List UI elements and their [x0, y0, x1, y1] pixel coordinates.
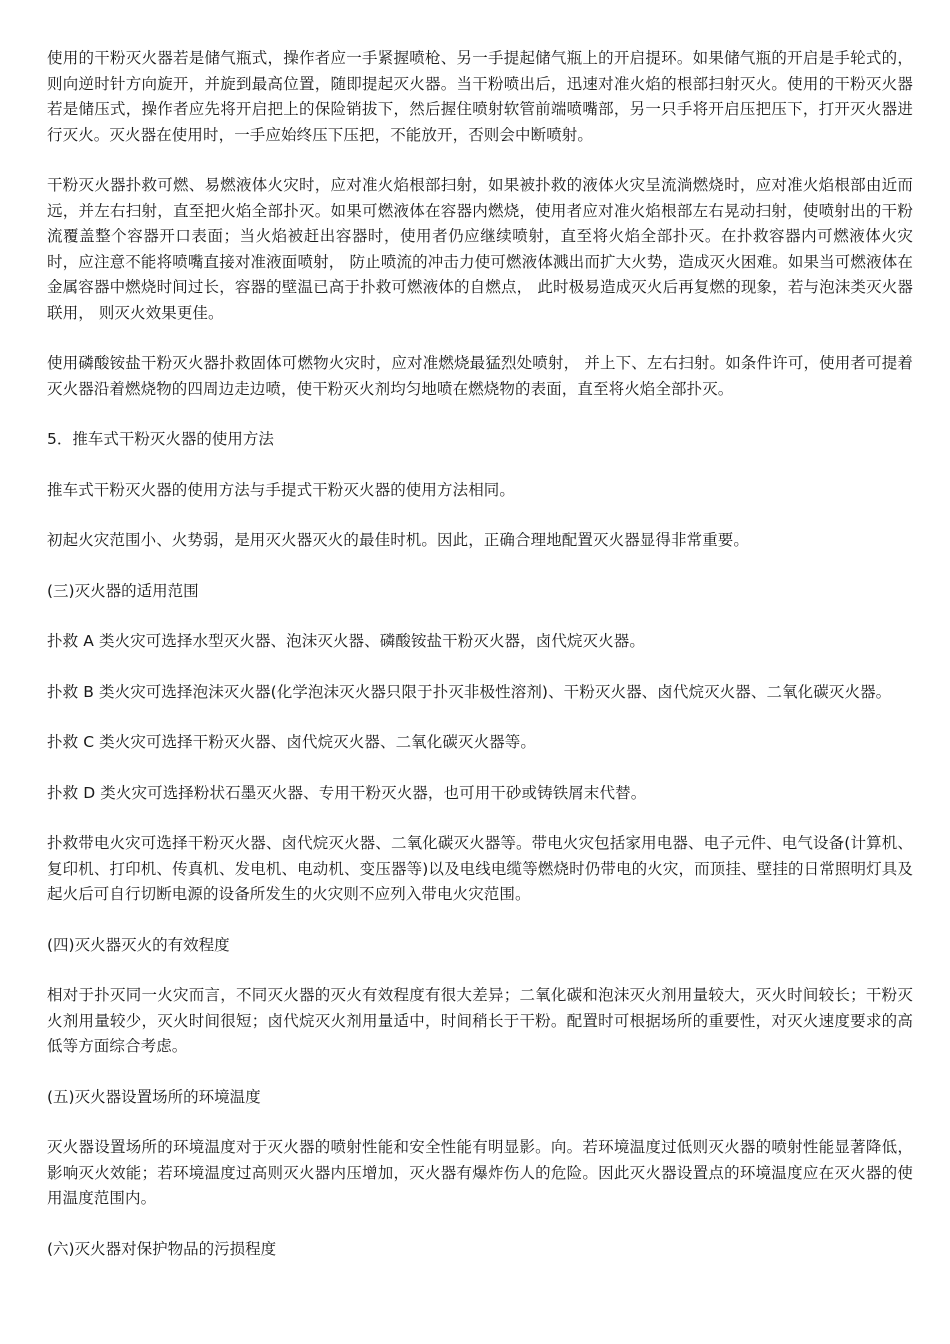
- section-heading-effectiveness: (四)灭火器灭火的有效程度: [47, 935, 230, 954]
- paragraph-class-d: 扑救 D 类火灾可选择粉状石墨灭火器、专用干粉灭火器，也可用干砂或铸铁屑末代替。: [47, 783, 647, 802]
- paragraph-class-c: 扑救 C 类火灾可选择干粉灭火器、卤代烷灭火器、二氧化碳灭火器等。: [47, 733, 536, 751]
- document-page: [47, 46, 913, 1287]
- section-heading-cart-extinguisher: 5．推车式干粉灭火器的使用方法: [47, 430, 274, 448]
- paragraph-solid-fire: 使用磷酸铵盐干粉灭火器扑救固体可燃物火灾时，应对准燃烧最猛烈处喷射， 并上下、左右扫射。如条件许可，使用者可提着灭火器沿着燃烧物的四周边走边喷，使干粉灭火剂均匀地喷在燃烧物的表面，直至将火焰全部扑灭。: [47, 354, 913, 398]
- section-heading-temperature: (五)灭火器设置场所的环境温度: [47, 1087, 261, 1106]
- paragraph-class-b: 扑救 B 类火灾可选择泡沫灭火器(化学泡沫灭火器只限于扑灭非极性溶剂)、干粉灭火器、卤代烷灭火器、二氧化碳灭火器。: [47, 682, 892, 701]
- paragraph-dry-powder-operation: 使用的干粉灭火器若是储气瓶式，操作者应一手紧握喷枪、另一手提起储气瓶上的开启提环。如果储气瓶的开启是手轮式的，则向逆时针方向旋开，并旋到最高位置，随即提起灭火器。当干粉喷出后，迅速对准火焰的根部扫射灭火。使用的干粉灭火器若是储压式，操作者应先将开启把上的保险销拔下，然后握住喷射软管前端喷嘴部，另一只手将开启压把压下，打开灭火器进行灭火。灭火器在使用时，一手应始终压下压把，不能放开，否则会中断喷射。: [47, 49, 913, 144]
- paragraph-liquid-fire: 干粉灭火器扑救可燃、易燃液体火灾时，应对准火焰根部扫射，如果被扑救的液体火灾呈流淌燃烧时，应对准火焰根部由近而远，并左右扫射，直至把火焰全部扑灭。如果可燃液体在容器内燃烧，使用者应对准火焰根部左右晃动扫射，使喷射出的干粉流覆盖整个容器开口表面；当火焰被赶出容器时，使用者仍应继续喷射，直至将火焰全部扑灭。在扑救容器内可燃液体火灾时，应注意不能将喷嘴直接对准液面喷射， 防止喷流的冲击力使可燃液体溅出而扩大火势，造成灭火困难。如果当可燃液体在金属容器中燃烧时间过长，容器的壁温已高于扑救可燃液体的自燃点， 此时极易造成灭火后再复燃的现象，若与泡沫类灭火器联用， 则灭火效果更佳。: [47, 176, 913, 322]
- paragraph-temperature: 灭火器设置场所的环境温度对于灭火器的喷射性能和安全性能有明显影。向。若环境温度过低则灭火器的喷射性能显著降低，影响灭火效能；若环境温度过高则灭火器内压增加，灭火器有爆炸伤人的危险。因此灭火器设置点的环境温度应在灭火器的使用温度范围内。: [47, 1138, 913, 1207]
- paragraph-effectiveness: 相对于扑灭同一火灾而言，不同灭火器的灭火有效程度有很大差异；二氧化碳和泡沫灭火剂用量较大，灭火时间较长；干粉灭火剂用量较少，灭火时间很短；卤代烷灭火剂用量适中，时间稍长于干粉。配置时可根据场所的重要性，对灭火速度要求的高低等方面综合考虑。: [47, 986, 913, 1055]
- section-heading-contamination: (六)灭火器对保护物品的污损程度: [47, 1239, 277, 1258]
- paragraph-cart-usage: 推车式干粉灭火器的使用方法与手提式干粉灭火器的使用方法相同。: [47, 480, 516, 499]
- paragraph-early-fire: 初起火灾范围小、火势弱，是用灭火器灭火的最佳时机。因此，正确合理地配置灭火器显得非常重要。: [47, 531, 750, 549]
- section-heading-scope: (三)灭火器的适用范围: [47, 581, 199, 600]
- paragraph-class-a: 扑救 A 类火灾可选择水型灭火器、泡沫灭火器、磷酸铵盐干粉灭火器，卤代烷灭火器。: [47, 632, 645, 650]
- paragraph-electrical-fire: 扑救带电火灾可选择干粉灭火器、卤代烷灭火器、二氧化碳灭火器等。带电火灾包括家用电器、电子元件、电气设备(计算机、复印机、打印机、传真机、发电机、电动机、变压器等)以及电线电缆等燃烧时仍带电的火灾，而顶挂、壁挂的日常照明灯具及起火后可自行切断电源的设备所发生的火灾则不应列入带电火灾范围。: [47, 834, 913, 903]
